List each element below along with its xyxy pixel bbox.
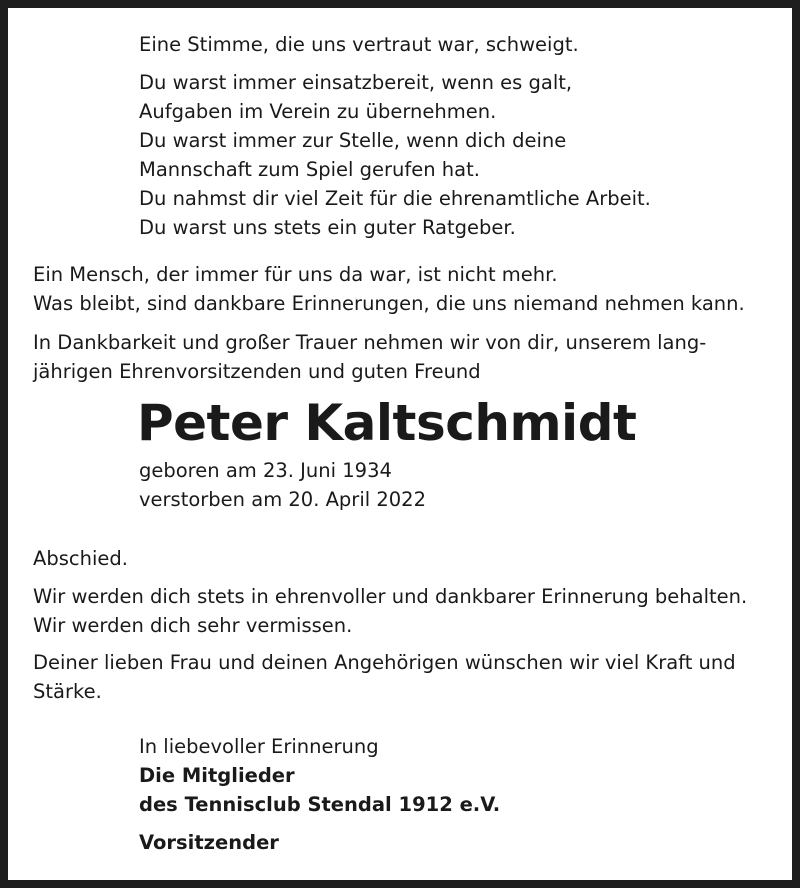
signature-role-block — [139, 828, 779, 857]
birth-date: geboren am 23. Juni 1934 — [139, 459, 392, 482]
gratitude-line: jährigen Ehrenvorsitzenden und guten Freund — [33, 360, 481, 383]
intro-line: Ein Mensch, der immer für uns da war, ist nicht mehr. — [33, 263, 558, 286]
gratitude-paragraph — [33, 328, 778, 386]
intro-line: Was bleibt, sind dankbare Erinnerungen, die uns niemand nehmen kann. — [33, 292, 745, 315]
signature-club: des Tennisclub Stendal 1912 e.V. — [139, 793, 501, 816]
signature-intro: In liebevoller Erinnerung — [139, 735, 379, 758]
abschied-line: Abschied. — [33, 547, 128, 570]
signature-block — [139, 732, 779, 819]
memory-paragraph — [33, 582, 778, 640]
poem-line: Aufgaben im Verein zu übernehmen. — [139, 100, 497, 123]
wish-paragraph — [33, 648, 778, 706]
gratitude-line: In Dankbarkeit und großer Trauer nehmen wir von dir, unserem lang- — [33, 331, 707, 354]
memory-line: Wir werden dich sehr vermissen. — [33, 614, 353, 637]
signature-role: Vorsitzender — [139, 831, 279, 854]
poem-stanza — [139, 68, 779, 242]
poem-line: Du warst uns stets ein guter Ratgeber. — [139, 216, 516, 239]
signature-members: Die Mitglieder — [139, 764, 295, 787]
poem-line: Du warst immer einsatzbereit, wenn es galt, — [139, 71, 573, 94]
intro-paragraph — [33, 260, 778, 318]
poem-line: Eine Stimme, die uns vertraut war, schweigt. — [139, 33, 579, 56]
wish-line: Stärke. — [33, 680, 102, 703]
poem-line: Du warst immer zur Stelle, wenn dich deine — [139, 129, 567, 152]
life-dates — [139, 456, 779, 514]
memory-line: Wir werden dich stets in ehrenvoller und dankbarer Erinnerung behalten. — [33, 585, 748, 608]
poem-opening — [139, 30, 779, 59]
poem-line: Du nahmst dir viel Zeit für die ehrenamtliche Arbeit. — [139, 187, 651, 210]
obituary-card — [8, 8, 792, 880]
deceased-name: Peter Kaltschmidt — [137, 394, 637, 452]
wish-line: Deiner lieben Frau und deinen Angehörigen wünschen wir viel Kraft und — [33, 651, 736, 674]
poem-line: Mannschaft zum Spiel gerufen hat. — [139, 158, 480, 181]
abschied-text — [33, 544, 778, 573]
death-date: verstorben am 20. April 2022 — [139, 488, 426, 511]
